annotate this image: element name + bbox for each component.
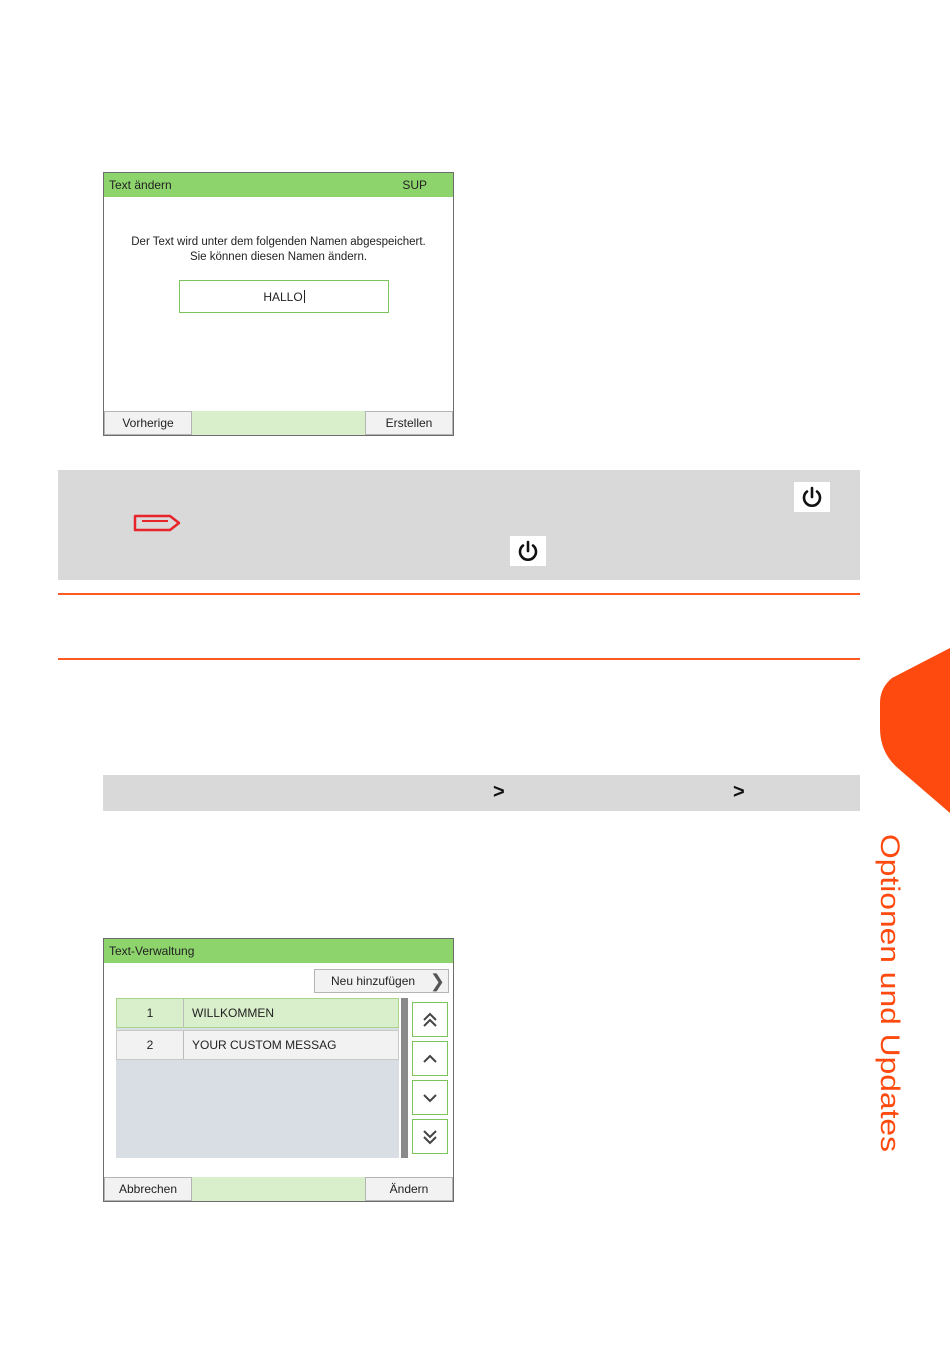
section-rule-bottom [58, 658, 860, 660]
screen-title: Text ändern [109, 178, 172, 192]
path-separator: > [493, 781, 505, 803]
screen-header [104, 939, 453, 963]
double-chevron-up-icon [420, 1010, 440, 1030]
message-line-2: Sie können diesen Namen ändern. [189, 251, 368, 263]
scrollbar[interactable] [401, 998, 408, 1158]
path-separator: > [733, 781, 745, 803]
add-new-label: Neu hinzufügen [331, 974, 416, 988]
screen-title: Text-Verwaltung [109, 944, 195, 958]
list-item[interactable] [116, 1030, 399, 1060]
menu-path-bar [103, 775, 860, 811]
item-number: 2 [117, 1031, 184, 1059]
cancel-button[interactable]: Abbrechen [104, 1177, 192, 1201]
scroll-down-button[interactable] [412, 1080, 448, 1115]
power-icon [510, 536, 546, 566]
text-management-screen [103, 938, 454, 1202]
page-up-button[interactable] [412, 1002, 448, 1037]
section-rule-top [58, 593, 860, 595]
double-chevron-down-icon [420, 1127, 440, 1147]
name-input[interactable] [179, 280, 389, 313]
item-text: WILLKOMMEN [192, 1006, 275, 1020]
save-message [104, 235, 453, 265]
item-number: 1 [117, 999, 184, 1027]
scroll-up-button[interactable] [412, 1041, 448, 1076]
chevron-right-icon: ❯ [429, 971, 445, 991]
chevron-down-icon [420, 1088, 440, 1108]
previous-button[interactable]: Vorherige [104, 411, 192, 435]
change-button[interactable]: Ändern [365, 1177, 453, 1201]
chevron-up-icon [420, 1049, 440, 1069]
add-new-button[interactable] [314, 969, 449, 993]
chapter-label [865, 832, 915, 1162]
message-line-1: Der Text wird unter dem folgenden Namen abgespeichert. [131, 236, 426, 248]
text-edit-screen [103, 172, 454, 436]
screen-header [104, 173, 453, 197]
status-label: SUP [402, 178, 427, 192]
power-icon [794, 482, 830, 512]
chapter-tab [880, 648, 950, 813]
note-box [58, 470, 860, 580]
item-text: YOUR CUSTOM MESSAG [192, 1038, 337, 1052]
text-list [116, 998, 399, 1158]
page-down-button[interactable] [412, 1119, 448, 1154]
name-input-value: HALLO [263, 289, 303, 304]
pencil-note-icon [132, 512, 182, 534]
create-button[interactable]: Erstellen [365, 411, 453, 435]
list-item[interactable] [116, 998, 399, 1028]
chapter-label-text: Optionen und Updates [875, 834, 905, 1105]
text-caret [304, 290, 305, 303]
